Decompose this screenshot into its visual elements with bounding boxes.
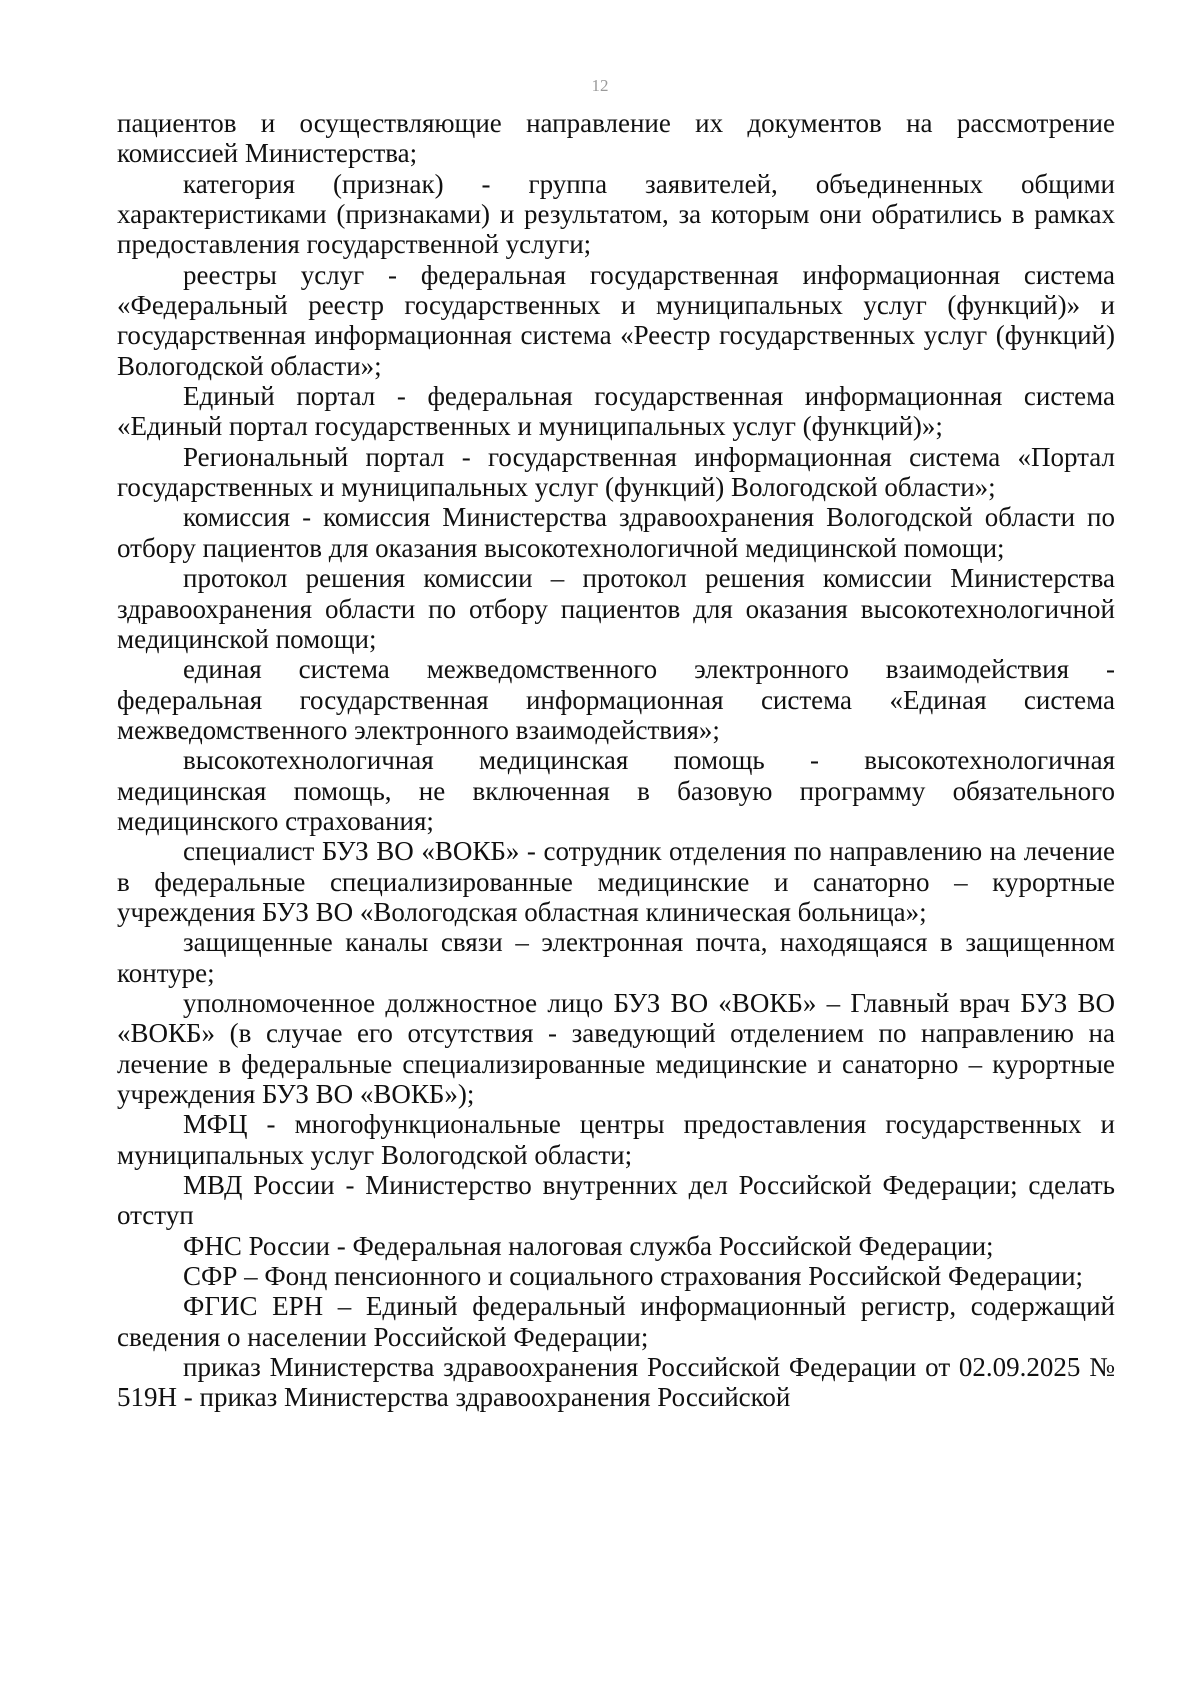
definition-fns: ФНС России - Федеральная налоговая служба Российской Федерации; <box>183 1230 994 1261</box>
definition-kanaly-svyazi: защищенные каналы связи – электронная почта, находящаяся в защищенном контуре; <box>117 927 1115 988</box>
definition-prikaz: приказ Министерства здравоохранения Российской Федерации от 02.09.2025 № 519Н - приказ Министерства здравоохранения Российской <box>117 1352 1115 1413</box>
definition-fgis-ern: ФГИС ЕРН – Единый федеральный информационный регистр, содержащий сведения о населении Российской Федерации; <box>117 1291 1115 1352</box>
definition-reestry-uslug: реестры услуг - федеральная государственная информационная система «Федеральный реестр государственных и муниципальных услуг (функций)» и государственная информационная система «Реестр государственных услуг (функций) Вологодской области»; <box>117 259 1115 381</box>
definition-komissiya: комиссия - комиссия Министерства здравоохранения Вологодской области по отбору пациентов для оказания высокотехнологичной медицинской помощи; <box>117 502 1115 563</box>
definition-ediny-portal: Единый портал - федеральная государственная информационная система «Единый портал государственных и муниципальных услуг (функций)»; <box>117 381 1115 442</box>
definition-mvd: МВД России - Министерство внутренних дел Российской Федерации; сделать отступ <box>117 1170 1115 1231</box>
definition-specialist: специалист БУЗ ВО «ВОКБ» - сотрудник отделения по направлению на лечение в федеральные специализированные медицинские и санаторно – курортные учреждения БУЗ ВО «Вологодская областная клиническая больница»; <box>117 836 1115 927</box>
definition-sfr: СФР – Фонд пенсионного и социального страхования Российской Федерации; <box>183 1261 1084 1292</box>
definition-kategoriya: категория (признак) - группа заявителей, объединенных общими характеристиками (признаками) и результатом, за которым они обратились в рамках предоставления государственной услуги; <box>117 168 1115 260</box>
definition-upolnomochennoe-lico: уполномоченное должностное лицо БУЗ ВО «ВОКБ» – Главный врач БУЗ ВО «ВОКБ» (в случае его отсутствия - заведующий отделением по направлению на лечение в федеральные специализированные медицинские и санаторно – курортные учреждения БУЗ ВО «ВОКБ»); <box>117 987 1115 1109</box>
document-body <box>117 108 1115 1413</box>
definition-smev: единая система межведомственного электронного взаимодействия - федеральная государственная информационная система «Единая система межведомственного электронного взаимодействия»; <box>117 654 1115 745</box>
definition-mfc: МФЦ - многофункциональные центры предоставления государственных и муниципальных услуг Вологодской области; <box>117 1109 1115 1170</box>
paragraph-continuation: пациентов и осуществляющие направление их документов на рассмотрение комиссией Министерства; <box>117 108 1115 169</box>
definition-protokol: протокол решения комиссии – протокол решения комиссии Министерства здравоохранения области по отбору пациентов для оказания высокотехнологичной медицинской помощи; <box>117 563 1115 654</box>
definition-vmp: высокотехнологичная медицинская помощь - высокотехнологичная медицинская помощь, не включенная в базовую программу обязательного медицинского страхования; <box>117 745 1115 836</box>
page-number: 12 <box>591 76 609 95</box>
definition-regionalny-portal: Региональный портал - государственная информационная система «Портал государственных и муниципальных услуг (функций) Вологодской области»; <box>117 441 1115 503</box>
